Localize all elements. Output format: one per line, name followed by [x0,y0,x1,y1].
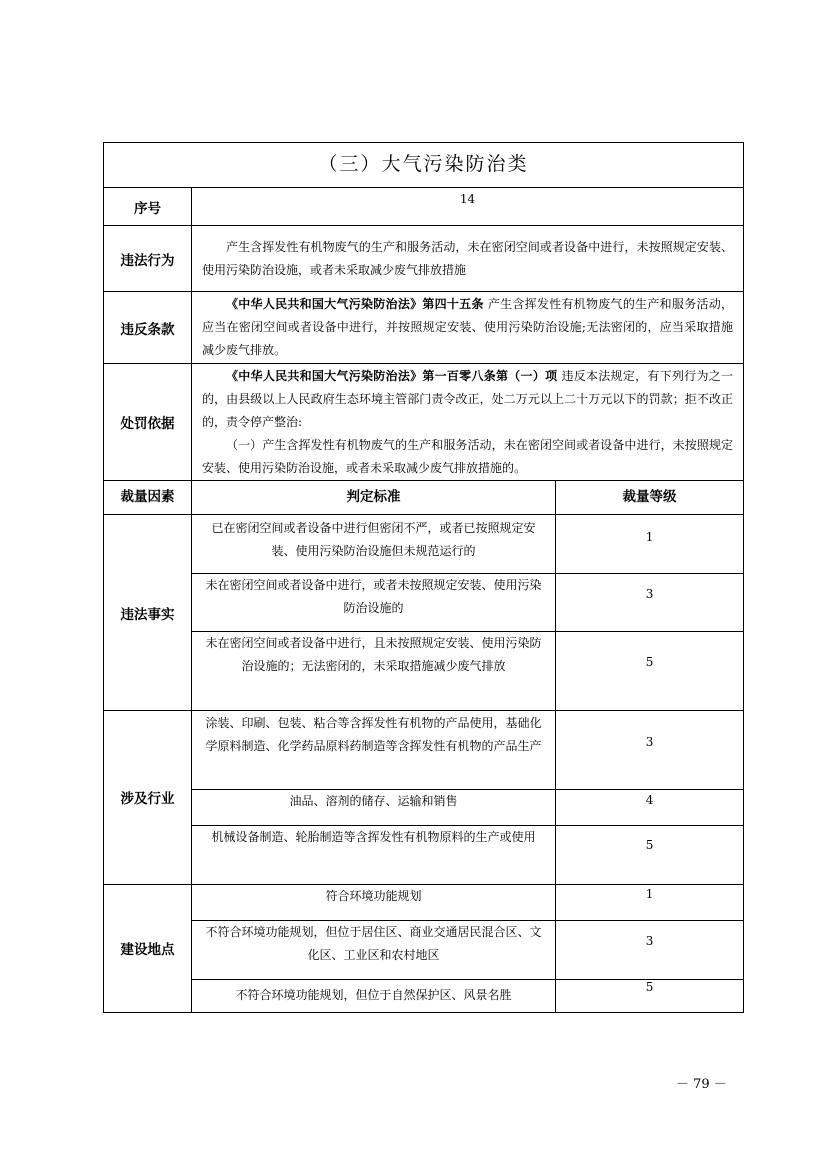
criterion-cell: 机械设备制造、轮胎制造等含挥发性有机物原料的生产或使用 [192,826,556,884]
violated-article-label: 违反条款 [104,292,192,364]
criterion-cell: 不符合环境功能规划，但位于自然保护区、风景名胜 [192,979,556,1012]
criterion-cell: 不符合环境功能规划，但位于居住区、商业交通居民混合区、文化区、工业区和农村地区 [192,920,556,979]
penalty-basis-item: （一）产生含挥发性有机物废气的生产和服务活动，未在密闭空间或者设备中进行，未按照规定安装、使用污染防治设施，或者未采取减少废气排放措施的。 [202,437,734,475]
criterion-cell: 涂装、印刷、包装、粘合等含挥发性有机物的产品使用，基础化学原料制造、化学药品原料药制造等含挥发性有机物的产品生产 [192,711,556,790]
level-cell: 3 [556,573,744,631]
level-cell: 4 [556,790,744,826]
section-title: （三）大气污染防治类 [104,143,744,188]
level-cell: 3 [556,711,744,790]
seq-label: 序号 [104,188,192,226]
criterion-cell: 符合环境功能规划 [192,884,556,920]
penalty-discretion-table [103,142,744,1013]
page-number: － 79 － [676,1077,727,1092]
level-cell: 1 [556,884,744,920]
factor-industry: 涉及行业 [104,711,192,884]
violated-article-text: 产生含挥发性有机物废气的生产和服务活动，应当在密闭空间或者设备中进行，并按照规定安装、使用污染防治设施;无法密闭的，应当采取措施减少废气排放。 [202,297,734,358]
penalty-basis-cell [192,364,744,480]
criterion-cell: 已在密闭空间或者设备中进行但密闭不严，或者已按照规定安装、使用污染防治设施但未规范运行的 [192,514,556,573]
penalty-basis-text: 违反本法规定，有下列行为之一的，由县级以上人民政府生态环境主管部门责令改正，处二万元以上二十万元以下的罚款；拒不改正的，责令停产整治: [202,368,734,429]
violation-paragraph: 产生含挥发性有机物废气的生产和服务活动，未在密闭空间或者设备中进行，未按照规定安装、使用污染防治设施，或者未采取减少废气排放措施 [202,239,734,277]
level-cell: 5 [556,979,744,1012]
level-cell: 5 [556,826,744,884]
factor-location: 建设地点 [104,884,192,1012]
penalty-basis-label: 处罚依据 [104,364,192,480]
level-header: 裁量等级 [556,480,744,514]
criterion-header: 判定标准 [192,480,556,514]
level-cell: 3 [556,920,744,979]
violated-article-cell [192,292,744,364]
level-cell: 5 [556,632,744,711]
violation-text [192,226,744,292]
factor-violation-facts: 违法事实 [104,514,192,710]
seq-value: 14 [192,188,744,226]
level-cell: 1 [556,514,744,573]
violated-article-law: 《中华人民共和国大气污染防治法》第四十五条 [226,297,484,312]
criterion-cell: 油品、溶剂的储存、运输和销售 [192,790,556,826]
criterion-cell: 未在密闭空间或者设备中进行，且未按照规定安装、使用污染防治设施的；无法密闭的，未采取措施减少废气排放 [192,632,556,711]
violation-label: 违法行为 [104,226,192,292]
penalty-basis-law: 《中华人民共和国大气污染防治法》第一百零八条第（一）项 [226,368,558,383]
factor-header: 裁量因素 [104,480,192,514]
criterion-cell: 未在密闭空间或者设备中进行，或者未按照规定安装、使用污染防治设施的 [192,573,556,631]
